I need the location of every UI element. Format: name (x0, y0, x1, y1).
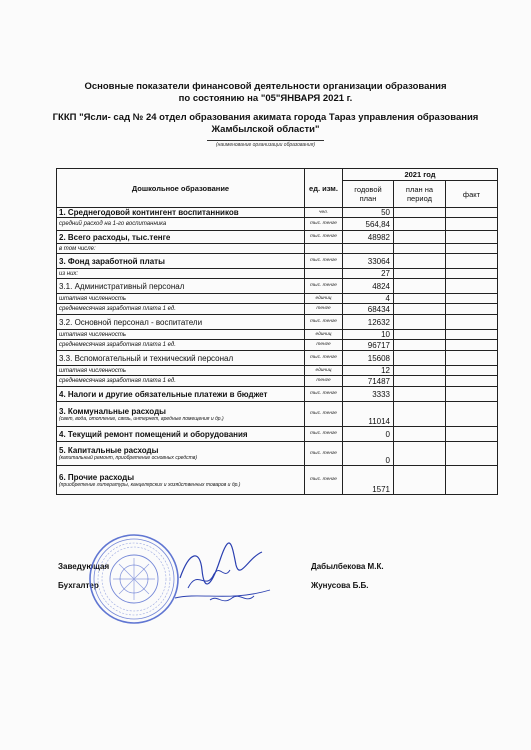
row-period-plan-value (394, 269, 446, 279)
row-fact-value (446, 330, 498, 340)
row-label: среднемесячная заработная плата 1 ед. (59, 342, 176, 348)
row-fact-value (446, 376, 498, 387)
row-fact-value (446, 427, 498, 442)
row-annual-plan-value: 12 (343, 366, 394, 376)
row-period-plan-value (394, 244, 446, 254)
row-label: 3. Фонд заработной платы (59, 256, 165, 266)
row-period-plan-value (394, 208, 446, 218)
row-annual-plan-value: 11014 (343, 402, 394, 427)
report-title (0, 81, 531, 105)
row-fact-value (446, 294, 498, 304)
row-annual-plan-value: 71487 (343, 376, 394, 387)
row-label-cell (57, 351, 305, 366)
row-unit: тыс. тенге (305, 254, 343, 269)
table-row (57, 351, 498, 366)
row-period-plan-value (394, 427, 446, 442)
row-period-plan-value (394, 330, 446, 340)
row-unit: единиц (305, 366, 343, 376)
finance-table (56, 168, 498, 495)
table-row (57, 279, 498, 294)
row-period-plan-value (394, 402, 446, 427)
header-category: Дошкольное образование (57, 169, 305, 208)
row-unit: единиц (305, 294, 343, 304)
row-unit: тыс. тенге (305, 442, 343, 466)
row-period-plan-value (394, 254, 446, 269)
table-row (57, 218, 498, 231)
row-unit: тыс. тенге (305, 387, 343, 402)
row-period-plan-value (394, 442, 446, 466)
row-unit: тенге (305, 304, 343, 315)
row-fact-value (446, 208, 498, 218)
row-label: 3.1. Административный персонал (59, 281, 185, 291)
row-label-cell (57, 330, 305, 340)
row-fact-value (446, 402, 498, 427)
row-annual-plan-value: 10 (343, 330, 394, 340)
row-label: 4. Налоги и другие обязательные платежи в бюджет (59, 389, 268, 399)
row-unit: единиц (305, 330, 343, 340)
table-row (57, 294, 498, 304)
table-row (57, 231, 498, 244)
row-annual-plan-value: 96717 (343, 340, 394, 351)
row-annual-plan-value: 33064 (343, 254, 394, 269)
row-label-cell (57, 427, 305, 442)
row-label: штатная численность (59, 295, 127, 302)
row-label: в том числе: (59, 245, 96, 252)
row-period-plan-value (394, 218, 446, 231)
row-label: штатная численность (59, 367, 127, 374)
row-label-cell (57, 269, 305, 279)
org-caption: (наименование организации образования) (215, 142, 316, 148)
row-label: 3. Коммунальные расходы (59, 406, 166, 416)
row-fact-value (446, 315, 498, 330)
row-unit: тыс. тенге (305, 218, 343, 231)
row-label-cell (57, 231, 305, 244)
row-period-plan-value (394, 294, 446, 304)
row-annual-plan-value: 4 (343, 294, 394, 304)
row-annual-plan-value: 1571 (343, 466, 394, 495)
signature-marks (170, 540, 280, 610)
row-fact-value (446, 279, 498, 294)
table-row (57, 402, 498, 427)
row-label: 5. Капитальные расходы (59, 446, 159, 455)
row-fact-value (446, 466, 498, 495)
org-line-1: ГККП "Ясли- сад № 24 отдел образования акимата города Тараз управления образования (52, 112, 479, 123)
accountant-name: Жунусова Б.Б. (311, 581, 369, 590)
row-label-cell (57, 315, 305, 330)
header-year: 2021 год (343, 169, 498, 181)
row-sublabel: (приобретение литературы, канцелярских и хозяйственных товаров и др.) (59, 481, 241, 488)
row-period-plan-value (394, 466, 446, 495)
header-unit: ед. изм. (305, 169, 343, 208)
row-annual-plan-value: 12632 (343, 315, 394, 330)
row-label: 1. Среднегодовой контингент воспитанников (59, 208, 239, 217)
table-row (57, 244, 498, 254)
row-annual-plan-value: 3333 (343, 387, 394, 402)
title-line-2: по состоянию на "05"ЯНВАРЯ 2021 г. (178, 93, 353, 104)
row-period-plan-value (394, 351, 446, 366)
row-label: 4. Текущий ремонт помещений и оборудования (59, 429, 248, 439)
row-label: 3.3. Вспомогательный и технический персонал (59, 353, 234, 363)
table-row (57, 466, 498, 495)
row-fact-value (446, 231, 498, 244)
row-annual-plan-value: 68434 (343, 304, 394, 315)
row-fact-value (446, 269, 498, 279)
row-label: среднемесячная заработная плата 1 ед. (59, 306, 176, 312)
row-unit: тыс. тенге (305, 351, 343, 366)
row-period-plan-value (394, 279, 446, 294)
row-period-plan-value (394, 376, 446, 387)
org-underline (207, 140, 324, 141)
row-label-cell (57, 340, 305, 351)
table-row (57, 366, 498, 376)
row-label: средний расход на 1-го воспитанника (59, 221, 167, 227)
row-unit: тыс. тенге (305, 231, 343, 244)
table-row (57, 330, 498, 340)
row-unit: тенге (305, 340, 343, 351)
row-annual-plan-value: 50 (343, 208, 394, 218)
row-sublabel: (свет, вода, отопление, связь, интернет, вредные помещения и др.) (59, 415, 224, 422)
row-label: из них: (59, 270, 79, 277)
title-line-1: Основные показатели финансовой деятельности организации образования (84, 81, 447, 92)
row-label-cell (57, 218, 305, 231)
row-label-cell (57, 402, 305, 427)
row-annual-plan-value (343, 244, 394, 254)
row-annual-plan-value: 0 (343, 442, 394, 466)
table-row (57, 269, 498, 279)
row-fact-value (446, 351, 498, 366)
table-row (57, 427, 498, 442)
row-fact-value (446, 442, 498, 466)
header-annual-plan: годовой план (343, 181, 394, 208)
table-row (57, 304, 498, 315)
row-label-cell (57, 376, 305, 387)
row-label-cell (57, 466, 305, 495)
row-label: 6. Прочие расходы (59, 472, 135, 482)
row-label-cell (57, 366, 305, 376)
table-row (57, 387, 498, 402)
row-fact-value (446, 304, 498, 315)
official-seal-stamp (88, 533, 180, 625)
row-label: 2. Всего расходы, тыс.тенге (59, 232, 171, 242)
accountant-title: Бухгалтер (58, 581, 99, 590)
row-annual-plan-value: 564,84 (343, 218, 394, 231)
table-row (57, 254, 498, 269)
row-unit: чел. (305, 208, 343, 218)
organization-name (0, 112, 531, 136)
row-label-cell (57, 208, 305, 218)
row-unit: тыс. тенге (305, 427, 343, 442)
row-label: среднемесячная заработная плата 1 ед. (59, 378, 176, 384)
org-line-2: Жамбылской области" (211, 124, 320, 135)
row-unit: тыс. тенге (305, 402, 343, 427)
row-unit: тыс. тенге (305, 315, 343, 330)
row-label-cell (57, 254, 305, 269)
row-unit: тыс. тенге (305, 466, 343, 495)
row-period-plan-value (394, 315, 446, 330)
table-row (57, 315, 498, 330)
row-label-cell (57, 304, 305, 315)
table-row (57, 340, 498, 351)
row-label-cell (57, 294, 305, 304)
row-fact-value (446, 244, 498, 254)
row-period-plan-value (394, 340, 446, 351)
row-annual-plan-value: 15608 (343, 351, 394, 366)
row-label: 3.2. Основной персонал - воспитатели (59, 317, 203, 327)
row-fact-value (446, 340, 498, 351)
row-period-plan-value (394, 366, 446, 376)
row-fact-value (446, 366, 498, 376)
row-annual-plan-value: 27 (343, 269, 394, 279)
table-row (57, 208, 498, 218)
row-label-cell (57, 442, 305, 466)
row-unit: тенге (305, 376, 343, 387)
header-period-plan: план на период (394, 181, 446, 208)
row-label-cell (57, 244, 305, 254)
row-unit (305, 244, 343, 254)
row-period-plan-value (394, 387, 446, 402)
row-period-plan-value (394, 231, 446, 244)
row-unit (305, 269, 343, 279)
row-fact-value (446, 387, 498, 402)
row-annual-plan-value: 0 (343, 427, 394, 442)
row-label-cell (57, 387, 305, 402)
row-label-cell (57, 279, 305, 294)
row-label: штатная численность (59, 331, 127, 338)
row-sublabel: (капитальный ремонт, приобретение основных средств) (59, 455, 198, 461)
row-period-plan-value (394, 304, 446, 315)
head-title: Заведующая (58, 562, 110, 571)
head-name: Дабылбекова М.К. (311, 562, 384, 571)
row-fact-value (446, 254, 498, 269)
table-row (57, 442, 498, 466)
row-fact-value (446, 218, 498, 231)
row-annual-plan-value: 4824 (343, 279, 394, 294)
row-unit: тыс. тенге (305, 279, 343, 294)
table-row (57, 376, 498, 387)
row-annual-plan-value: 48982 (343, 231, 394, 244)
header-fact: факт (446, 181, 498, 208)
